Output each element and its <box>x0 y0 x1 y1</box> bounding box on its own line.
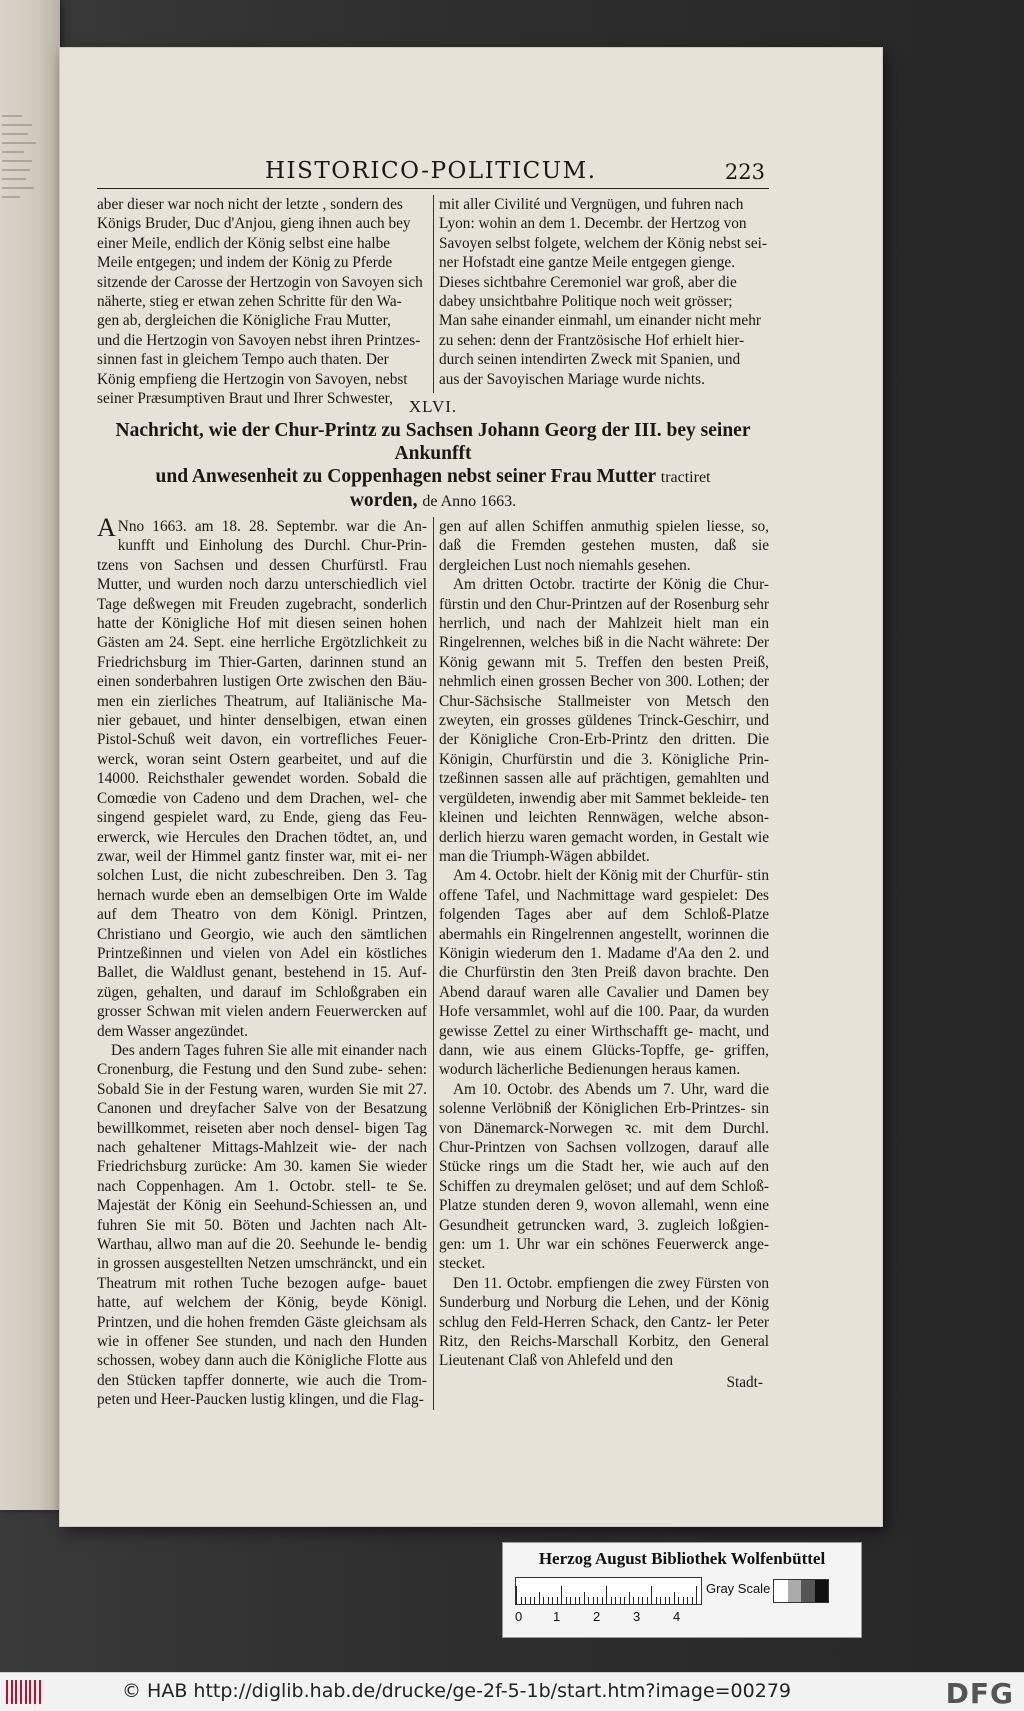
ruler-tick <box>624 1597 625 1604</box>
ruler-tick <box>620 1597 621 1604</box>
scale-number: 4 <box>673 1609 681 1624</box>
heading-line-3-main: worden, <box>349 490 418 511</box>
text-line: sitzende der Carosse der Hertzogin von Savoyen sich <box>97 273 423 291</box>
initial-letter: A <box>97 513 116 542</box>
text-line: einer Meile, endlich der König selbst eine halbe <box>97 234 391 252</box>
footer-bar <box>0 1672 1024 1711</box>
ruler-tick <box>570 1597 571 1604</box>
ruler-tick <box>579 1597 580 1604</box>
body-left-column <box>97 513 434 1410</box>
ruler-tick <box>588 1597 589 1604</box>
ruler-tick <box>683 1597 684 1604</box>
ruler-tick <box>651 1586 652 1604</box>
body-columns <box>97 513 769 1410</box>
paragraph: Am 4. Octobr. hielt der König mit der Churfür- stin offene Tafel, und Nachmittage ward gespielet: Des folgenden Tages aber auf dem Schloß-Platze abermahls ein Ringelrennen angestellt, worinnen die Königin wiederum den 1. Madame d'Aa den 2. und die Churfürstin den 3ten Preiß davon brachte. Den Abend darauf waren alle Cavalier und Damen bey Hofe versammlet, wohl auf die 100. Paar, da wurden gewisse Zettel zu einer Wirthschafft ge- macht, und dann, wie aus einem Glücks-Topffe, ge- griffen, wodurch lächerliche Bedienungen heraus kamen. <box>439 867 769 1079</box>
paragraph: gen auf allen Schiffen anmuthig spielen liesse, so, daß die Fremden gestehen musten, daß sie dergleichen Lust noch niemahls gesehen. <box>439 518 769 574</box>
ruler-tick <box>660 1597 661 1604</box>
ruler-tick <box>674 1592 675 1604</box>
ruler-tick <box>611 1597 612 1604</box>
ruler-tick <box>516 1586 517 1604</box>
ruler-tick <box>606 1586 607 1604</box>
ruler-tick <box>629 1592 630 1604</box>
scale-ruler <box>515 1577 702 1605</box>
text-line: gen ab, dergleichen die Königliche Frau Mutter, <box>97 312 391 330</box>
running-head <box>97 156 769 189</box>
ruler-tick <box>678 1597 679 1604</box>
text-line: seiner Præsumptiven Braut und Ihrer Schwester, <box>97 390 393 408</box>
text-line: aber dieser war noch nicht der letzte , sondern des <box>97 196 403 213</box>
ruler-tick <box>548 1597 549 1604</box>
text-line: Lyon: wohin an dem 1. Decembr. der Hertzog von <box>439 215 747 233</box>
section-number: XLVI. <box>408 397 458 416</box>
ruler-tick <box>602 1597 603 1604</box>
ruler-tick <box>665 1597 666 1604</box>
library-name: Herzog August Bibliothek Wolfenbüttel <box>538 1549 826 1568</box>
ruler-tick <box>534 1597 535 1604</box>
ruler-tick <box>566 1597 567 1604</box>
ruler-tick <box>615 1597 616 1604</box>
page-content <box>97 156 769 1410</box>
ruler-tick <box>633 1597 634 1604</box>
body-right-column <box>439 517 769 1410</box>
facing-page-edge <box>0 0 60 1510</box>
scale-number: 3 <box>633 1609 641 1624</box>
ruler-tick <box>584 1592 585 1604</box>
scale-number: 0 <box>515 1609 523 1624</box>
scale-number: 2 <box>593 1609 601 1624</box>
ruler-tick <box>669 1597 670 1604</box>
grayscale-label: Gray Scale <box>706 1581 771 1596</box>
text-line: Savoyen selbst folgete, welchem der König nebst sei- <box>439 234 767 252</box>
barcode-icon <box>6 1680 44 1704</box>
text-line: Meile entgegen; und indem der König zu Pferde <box>97 254 393 272</box>
ruler-tick <box>692 1597 693 1604</box>
grayscale-bar <box>773 1579 829 1603</box>
footer-link[interactable]: © HAB http://diglib.hab.de/drucke/ge-2f-5-1b/start.htm?image=00279 <box>122 1680 791 1702</box>
paragraph: Am dritten Octobr. tractirte der König die Chur- fürstin und den Chur-Printzen auf der Rosenburg sehr herrlich, und nach der Mahlzeit hielt man ein Ringelrennen, welches biß in die Nacht währete: Der König gewann mit 5. Treffen den besten Preiß, nehmlich einen grossen Becher von 300. Lothen; der Chur-Sächsische Stallmeister von Metsch den zweyten, ein grosses güldenes Trinck-Geschirr, und der Königliche Cron-Erb-Printz den dritten. Die Königin, Churfürstin und die 3. Königliche Prin- tzeßinnen sassen alle auf prächtigen, gemahlten und vergüldeten, inwendig aber mit Sammet bekleide- ten kleinen und leichten Rennwägen, welche abson- derlich hierzu waren gemacht worden, in Gestalt wie man die Triumph-Wägen abbildet. <box>439 576 769 865</box>
ruler-tick <box>575 1597 576 1604</box>
text-line: sinnen fast in gleichem Tempo auch thaten. Der <box>97 351 389 369</box>
ruler-tick <box>557 1597 558 1604</box>
scale-number: 1 <box>553 1609 561 1624</box>
heading-line-3-small: de Anno 1663. <box>422 493 517 510</box>
text-line: aus der Savoyischen Mariage wurde nichts. <box>439 370 705 388</box>
paragraph-text: Nno 1663. am 18. 28. Septembr. war die An- kunfft und Einholung des Durchl. Chur-Prin- tzens von Sachsen und dessen Churfürstl. Frau Mutter, und wurden noch darzu unterschiedlich viel Tage deßwegen mit Freuden zugebracht, sonderlich hatte der Königliche Hof mit diesen seinen hohen Gästen am 24. Sept. eine herrliche Ergötzlichkeit zu Friedrichsburg im Thier-Garten, darinnen stund an einen sonderbahren lustigen Orte zwischen den Bäu- men ein zierliches Theatrum, auf Italiänische Ma- nier gebauet, und hinter denselbigen, etwan einen Pistol-Schuß weit davon, ein vortrefliches Feuer- werck, woran seint Ostern gearbeitet, und auf die 14000. Reichsthaler gewendet worden. Sobald die Comœdie von Cadeno und dem Drachen, wel- che singend gespielet ward, zu Ende, gieng das Feu- erwerck, wie Hercules den Drachen tödtet, an, und zwar, weil der Himmel gantz finster war, mit ei- ner solchen Lust, die nicht zubeschreiben. Den 3. Tag hernach wurde eben an demselbigen Orte im Walde auf dem Theatro von dem Königl. Printzen, Christiano und Georgio, wie auch den sämtlichen Printzeßinnen und vielen von Adel ein köstliches Ballet, die Waldlust genant, bestehend in 15. Auf- zügen, gehalten, und darauf im Schloßgraben ein grosser Schwan mit vielen andern Feuerwercken auf dem Wasser angezündet. <box>97 518 427 1040</box>
top-left-column <box>97 195 434 408</box>
ruler-tick <box>642 1597 643 1604</box>
paragraph: Am 10. Octobr. des Abends um 7. Uhr, ward die solenne Verlöbniß der Königlichen Erb-Printzes- sin von Dänemarck-Norwegen ꝛc. mit dem Durchl. Chur-Printzen von Sachsen vollzogen, darauf alle Stücke rings um die Stadt her, wie auch auf den Schiffen zu dreymalen gelöset; und auf dem Schloß- Platze stunden deren 9, wovon allemahl, wenn eine Gesundheit getruncken ward, 3. zugleich loßgien- gen: um 1. Uhr war ein schönes Feuerwerck ange- stecket. <box>439 1080 769 1273</box>
text-line: mit aller Civilité und Vergnügen, und fuhren nach <box>439 196 744 213</box>
heading-line-1: Nachricht, wie der Chur-Printz zu Sachsen Johann Georg der III. bey seiner Ankunfft <box>115 420 751 464</box>
paragraph: Des andern Tages fuhren Sie alle mit einander nach Cronenburg, die Festung und den Sund zube- sehen: Sobald Sie in der Festung waren, wurden Sie mit 27. Canonen und dreyfacher Salve von der Besatzung bewillkommet, reiseten aber noch densel- bigen Tag nach gehaltener Mittags-Mahlzeit wie- der nach Friedrichsburg zurücke: Am 30. kamen Sie wieder nach Coppenhagen. Am 1. Octobr. stell- te Se. Majestät der König ein Seehund-Schiessen an, und fuhren Sie mit 50. Böten und Jachten nach Alt-Warthau, allwo man auf die 20. Seehunde le- bendig in grossen ausgestellten Netzen umschränckt, und ein Theatrum mit rothen Tuche bezogen aufge- bauet hatte, auf welchem der König, beyde Königl. Printzen, und die hohen fremden Gäste gleichsam als wie in offener See stunden, und nach den Hunden schossen, wobey dann auch die Königliche Flotte aus den Stücken tapffer donnerte, wie auch die Trom- peten und Heer-Paucken lustig klingen, und die Flag- <box>97 1041 427 1409</box>
ruler-tick <box>687 1597 688 1604</box>
heading-line-2-main: und Anwesenheit zu Coppenhagen nebst seiner Frau Mutter <box>155 466 656 487</box>
document-page <box>60 48 882 1526</box>
text-line: Dieses sichtbahre Ceremoniel war groß, aber die <box>439 273 737 291</box>
ruler-tick <box>597 1597 598 1604</box>
section-heading <box>97 419 769 513</box>
ruler-tick <box>638 1597 639 1604</box>
text-line: ner Hofstadt eine gantze Meile entgegen gienge. <box>439 254 736 272</box>
text-line: näherte, stieg er etwan zehen Schritte für den Wa- <box>97 293 402 311</box>
text-line: zu sehen: denn der Frantzösische Hof erhielt hier- <box>439 331 745 349</box>
catchword: Stadt- <box>726 1373 763 1391</box>
text-line: König empfieng die Hertzogin von Savoyen, nebst <box>97 370 408 388</box>
scale-numbers <box>515 1609 715 1625</box>
ruler-tick <box>543 1597 544 1604</box>
paragraph: Den 11. Octobr. empfiengen die zwey Fürsten von Sunderburg und Norburg die Lehen, und der König schlug den Feld-Herren Schack, den Cantz- ler Peter Ritz, den Reichs-Marschall Korbitz, den General Lieutenant Claß von Ahlefeld und den <box>439 1274 769 1370</box>
paragraph <box>97 513 427 1041</box>
text-line: durch seinen intendirten Zweck mit Spanien, und <box>439 351 741 369</box>
running-title: HISTORICO-POLITICUM. <box>265 158 597 184</box>
top-right-column <box>439 195 769 393</box>
page-number: 223 <box>724 160 765 184</box>
heading-line-2-small: tractiret <box>660 469 711 486</box>
ruler-tick <box>525 1597 526 1604</box>
ruler-tick <box>530 1597 531 1604</box>
text-line: dabey unsichtbahre Politique noch weit grösser; <box>439 293 733 311</box>
heading-line-2 <box>97 465 769 489</box>
ruler-tick <box>647 1597 648 1604</box>
library-label <box>502 1542 862 1638</box>
heading-line-3 <box>97 489 769 513</box>
text-line: Königs Bruder, Duc d'Anjou, gieng ihnen auch bey <box>97 215 411 233</box>
ruler-tick <box>696 1586 697 1604</box>
ruler-tick <box>521 1597 522 1604</box>
ruler-tick <box>552 1597 553 1604</box>
ruler-tick <box>561 1586 562 1604</box>
ruler-tick <box>656 1597 657 1604</box>
text-line: und die Hertzogin von Savoyen nebst ihren Printzes- <box>97 331 421 349</box>
ruler-tick <box>593 1597 594 1604</box>
dfg-logo: DFG <box>945 1677 1014 1710</box>
ruler-tick <box>539 1592 540 1604</box>
text-line: Man sahe einander einmahl, um einander nicht mehr <box>439 312 761 330</box>
